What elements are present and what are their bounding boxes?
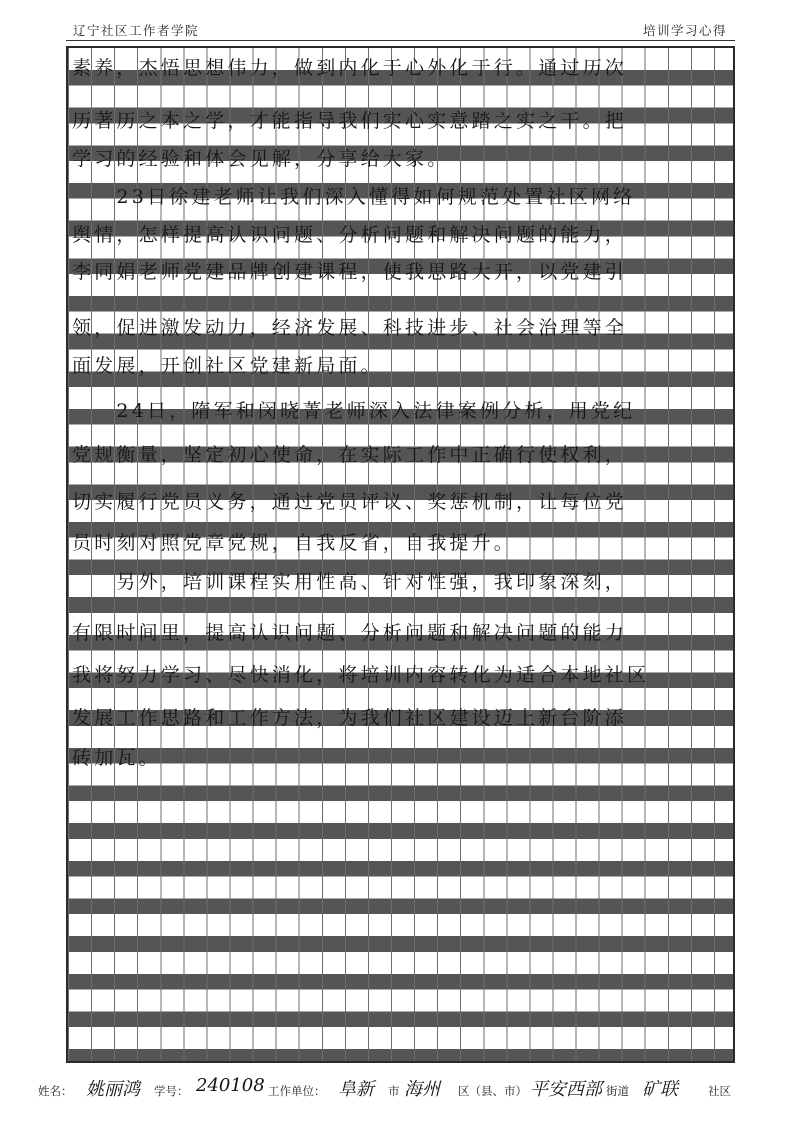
text-line: 23日徐建老师让我们深入懂得如何规范处置社区网络: [72, 186, 636, 208]
text-line: 员时刻对照党章党规，自我反省，自我提升。: [72, 532, 517, 554]
text-line: 砖加瓦。: [72, 747, 161, 769]
city-label: 市: [388, 1084, 400, 1098]
text-line: 面发展，开创社区党建新局面。: [72, 355, 383, 377]
text-line: 另外，培训课程实用性高、针对性强，我印象深刻，: [72, 571, 628, 593]
header-doc-title: 培训学习心得: [642, 23, 727, 38]
street-value: 平安西部: [530, 1079, 602, 1100]
id-label: 学号：: [154, 1084, 189, 1098]
text-line: 有限时间里，提高认识问题、分析问题和解决问题的能力: [72, 622, 628, 644]
district-value: 海州: [404, 1079, 440, 1100]
text-line: 发展工作思路和工作方法，为我们社区建设迈上新台阶添: [72, 707, 628, 729]
unit-label: 工作单位：: [268, 1084, 326, 1098]
street-label: 街道: [606, 1084, 629, 1098]
district-label: 区（县、市）: [458, 1084, 527, 1098]
name-value: 姚丽鸿: [86, 1079, 140, 1100]
text-line: 历著历之本之学，才能指导我们实心实意踏之实之干。把: [72, 110, 628, 132]
text-line: 我将努力学习、尽快消化，将培训内容转化为适合本地社区: [72, 664, 650, 686]
name-label: 姓名：: [38, 1084, 73, 1098]
text-line: 党规衡量，坚定初心使命，在实际工作中正确行使权利，: [72, 444, 628, 466]
text-line: 舆情，怎样提高认识问题、分析问题和解决问题的能力，: [72, 224, 628, 246]
city-value: 阜新: [338, 1079, 374, 1100]
header-divider: [66, 40, 735, 41]
text-line: 24日，隋军和闵晓菁老师深入法律案例分析，用党纪: [72, 400, 636, 422]
text-line: 领，促进激发动力，经济发展、科技进步、社会治理等全: [72, 317, 628, 339]
text-line: 切实履行党员义务，通过党员评议、奖惩机制，让每位党: [72, 491, 628, 513]
community-label: 社区: [708, 1084, 731, 1098]
header-school-name: 辽宁社区工作者学院: [73, 23, 200, 38]
text-line: 学习的经验和体会见解，分享给大家。: [72, 148, 450, 170]
text-line: 素养，杰悟思想伟力，做到内化于心外化于行。通过历次: [72, 57, 628, 79]
id-value: 240108: [196, 1075, 265, 1096]
footer-info: [38, 1077, 738, 1111]
text-line: 李同娟老师党建品牌创建课程，使我思路大开，以党建引: [72, 261, 628, 283]
community-value: 矿联: [642, 1079, 678, 1100]
